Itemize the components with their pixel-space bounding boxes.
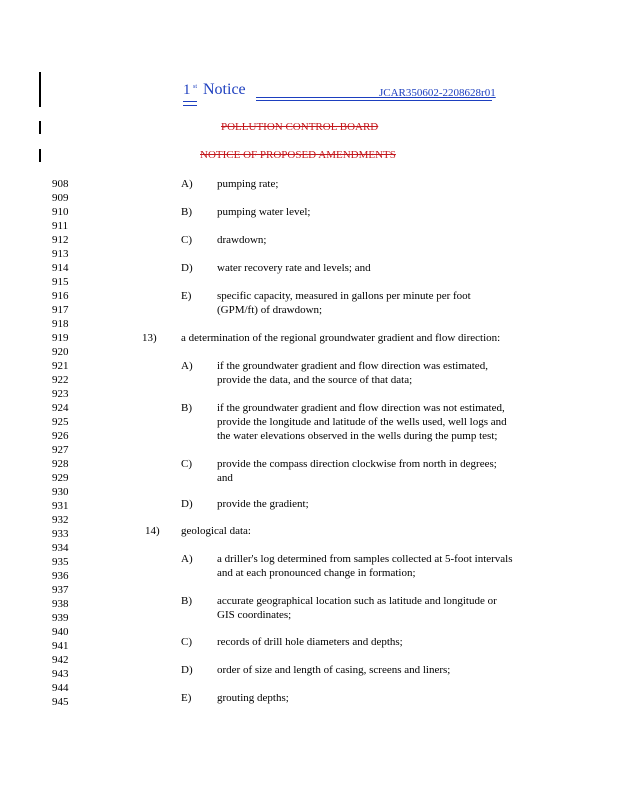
item-label: E) <box>181 290 192 302</box>
line-number: 939 <box>52 612 69 624</box>
item-text: provide the data, and the source of that data; <box>217 374 413 386</box>
item-label: D) <box>181 262 193 274</box>
item-text: (GPM/ft) of drawdown; <box>217 304 323 316</box>
line-number: 938 <box>52 598 69 610</box>
item-text: and at each pronounced change in formation; <box>217 567 416 579</box>
line-number: 908 <box>52 178 69 190</box>
line-number: 918 <box>52 318 69 330</box>
line-number: 931 <box>52 500 69 512</box>
item-text: GIS coordinates; <box>217 609 292 621</box>
item-text: specific capacity, measured in gallons per minute per foot <box>217 290 471 302</box>
line-number: 941 <box>52 640 69 652</box>
revision-bar <box>39 121 41 134</box>
line-number: 923 <box>52 388 69 400</box>
revision-bar <box>39 72 41 107</box>
line-number: 911 <box>52 220 69 232</box>
line-number: 934 <box>52 542 69 554</box>
line-number: 919 <box>52 332 69 344</box>
item-label: C) <box>181 636 192 648</box>
item-text: water recovery rate and levels; and <box>217 262 371 274</box>
item-text: pumping water level; <box>217 206 311 218</box>
line-number: 928 <box>52 458 69 470</box>
line-number: 937 <box>52 584 69 596</box>
line-number: 912 <box>52 234 69 246</box>
line-number: 916 <box>52 290 69 302</box>
item-text: and <box>217 472 233 484</box>
item-label: D) <box>181 498 193 510</box>
item-label: C) <box>181 458 192 470</box>
line-number: 930 <box>52 486 69 498</box>
line-number: 914 <box>52 262 69 274</box>
item-text: provide the compass direction clockwise from north in degrees; <box>217 458 497 470</box>
item-label: A) <box>181 178 193 190</box>
header-title: Notice <box>203 81 246 98</box>
item-text: geological data: <box>181 525 251 537</box>
line-number: 935 <box>52 556 69 568</box>
line-number: 944 <box>52 682 69 694</box>
item-text: provide the gradient; <box>217 498 309 510</box>
item-number: 13) <box>142 332 157 344</box>
line-number: 940 <box>52 626 69 638</box>
line-number: 943 <box>52 668 69 680</box>
line-number: 945 <box>52 696 69 708</box>
line-number: 926 <box>52 430 69 442</box>
header-underline <box>183 101 197 102</box>
line-number: 925 <box>52 416 69 428</box>
item-text: if the groundwater gradient and flow direction was not estimated, <box>217 402 505 414</box>
struck-notice-heading: NOTICE OF PROPOSED AMENDMENTS <box>200 149 396 161</box>
item-text: grouting depths; <box>217 692 289 704</box>
header-superscript: st <box>193 84 198 90</box>
line-number: 909 <box>52 192 69 204</box>
item-label: A) <box>181 360 193 372</box>
line-number: 910 <box>52 206 69 218</box>
line-number: 913 <box>52 248 69 260</box>
line-number: 922 <box>52 374 69 386</box>
item-label: C) <box>181 234 192 246</box>
line-number: 933 <box>52 528 69 540</box>
item-label: B) <box>181 402 192 414</box>
revision-bar <box>39 149 41 162</box>
item-text: a determination of the regional groundwater gradient and flow direction: <box>181 332 501 344</box>
item-text: drawdown; <box>217 234 267 246</box>
struck-board-heading: POLLUTION CONTROL BOARD <box>221 121 379 133</box>
item-label: D) <box>181 664 193 676</box>
item-label: B) <box>181 206 192 218</box>
item-label: B) <box>181 595 192 607</box>
item-text: if the groundwater gradient and flow direction was estimated, <box>217 360 488 372</box>
item-text: a driller's log determined from samples collected at 5-foot intervals <box>217 553 513 565</box>
item-label: A) <box>181 553 193 565</box>
line-number: 927 <box>52 444 69 456</box>
line-number: 932 <box>52 514 69 526</box>
item-text: records of drill hole diameters and depths; <box>217 636 403 648</box>
item-label: E) <box>181 692 192 704</box>
line-number: 942 <box>52 654 69 666</box>
item-text: order of size and length of casing, screens and liners; <box>217 664 451 676</box>
item-text: the water elevations observed in the wells during the pump test; <box>217 430 498 442</box>
line-number: 924 <box>52 402 69 414</box>
line-number: 929 <box>52 472 69 484</box>
line-number: 920 <box>52 346 69 358</box>
line-number: 915 <box>52 276 69 288</box>
item-text: accurate geographical location such as latitude and longitude or <box>217 595 497 607</box>
item-text: pumping rate; <box>217 178 279 190</box>
header-rule <box>256 100 492 101</box>
line-number: 917 <box>52 304 69 316</box>
header-page-number: 1 <box>183 82 191 98</box>
header-underline <box>183 105 197 106</box>
line-number: 921 <box>52 360 69 372</box>
item-number: 14) <box>145 525 160 537</box>
item-text: provide the longitude and latitude of the wells used, well logs and <box>217 416 507 428</box>
line-number: 936 <box>52 570 69 582</box>
header-doc-code: JCAR350602-2208628r01 <box>379 87 496 99</box>
